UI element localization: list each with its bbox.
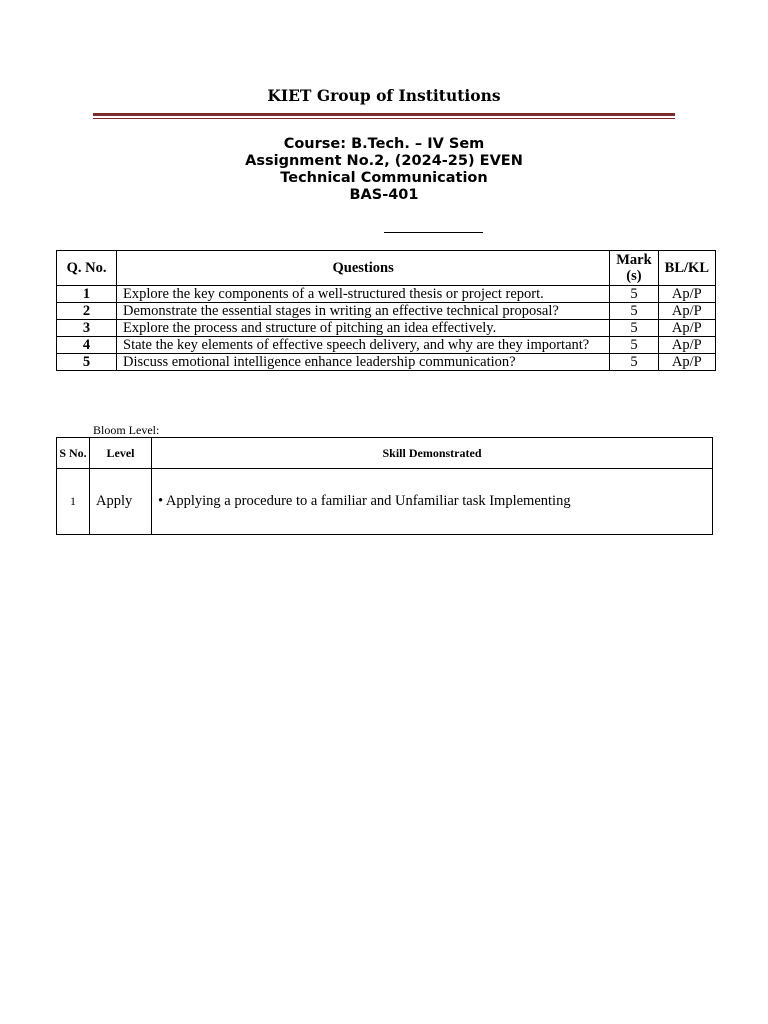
bloom-header-skill: Skill Demonstrated — [152, 438, 713, 469]
question-number: 1 — [57, 286, 117, 303]
question-row — [57, 286, 716, 303]
bloom-row — [57, 469, 713, 535]
header-blkl: BL/KL — [658, 251, 715, 286]
question-marks: 5 — [610, 286, 658, 303]
bloom-header-row — [57, 438, 713, 469]
header-qno: Q. No. — [57, 251, 117, 286]
question-row — [57, 303, 716, 320]
question-text: Discuss emotional intelligence enhance leadership communication? — [117, 354, 610, 371]
bloom-skill: • Applying a procedure to a familiar and Unfamiliar task Implementing — [152, 469, 713, 535]
question-text: Explore the process and structure of pitching an idea effectively. — [117, 320, 610, 337]
question-bl: Ap/P — [658, 337, 715, 354]
question-text: State the key elements of effective speech delivery, and why are they important? — [117, 337, 610, 354]
bloom-header-sno: S No. — [57, 438, 90, 469]
course-info — [0, 136, 768, 204]
question-marks: 5 — [610, 303, 658, 320]
institute-title: KIET Group of Institutions — [267, 86, 501, 105]
question-number: 5 — [57, 354, 117, 371]
header-marks: Mark (s) — [610, 251, 658, 286]
bloom-level: Apply — [90, 469, 152, 535]
bloom-table — [56, 437, 713, 535]
question-text: Explore the key components of a well-structured thesis or project report. — [117, 286, 610, 303]
header-divider-thick — [93, 113, 675, 116]
question-bl: Ap/P — [658, 320, 715, 337]
question-text: Demonstrate the essential stages in writing an effective technical proposal? — [117, 303, 610, 320]
question-number: 4 — [57, 337, 117, 354]
question-row — [57, 337, 716, 354]
bloom-sno: 1 — [57, 469, 90, 535]
question-bl: Ap/P — [658, 303, 715, 320]
questions-header-row — [57, 251, 716, 286]
question-marks: 5 — [610, 354, 658, 371]
question-number: 3 — [57, 320, 117, 337]
question-marks: 5 — [610, 320, 658, 337]
question-number: 2 — [57, 303, 117, 320]
separator-line — [384, 232, 483, 233]
header-questions: Questions — [117, 251, 610, 286]
question-bl: Ap/P — [658, 354, 715, 371]
question-row — [57, 320, 716, 337]
bloom-header-level: Level — [90, 438, 152, 469]
header-divider-thin — [93, 118, 675, 119]
question-row — [57, 354, 716, 371]
course-line: Course: B.Tech. – IV Sem — [283, 136, 485, 152]
question-bl: Ap/P — [658, 286, 715, 303]
assignment-line: Assignment No.2, (2024-25) EVEN — [245, 153, 523, 169]
subject-line: Technical Communication — [280, 170, 488, 186]
bloom-level-label: Bloom Level: — [93, 423, 160, 437]
question-marks: 5 — [610, 337, 658, 354]
subject-code: BAS-401 — [349, 187, 419, 203]
questions-table — [56, 250, 716, 371]
